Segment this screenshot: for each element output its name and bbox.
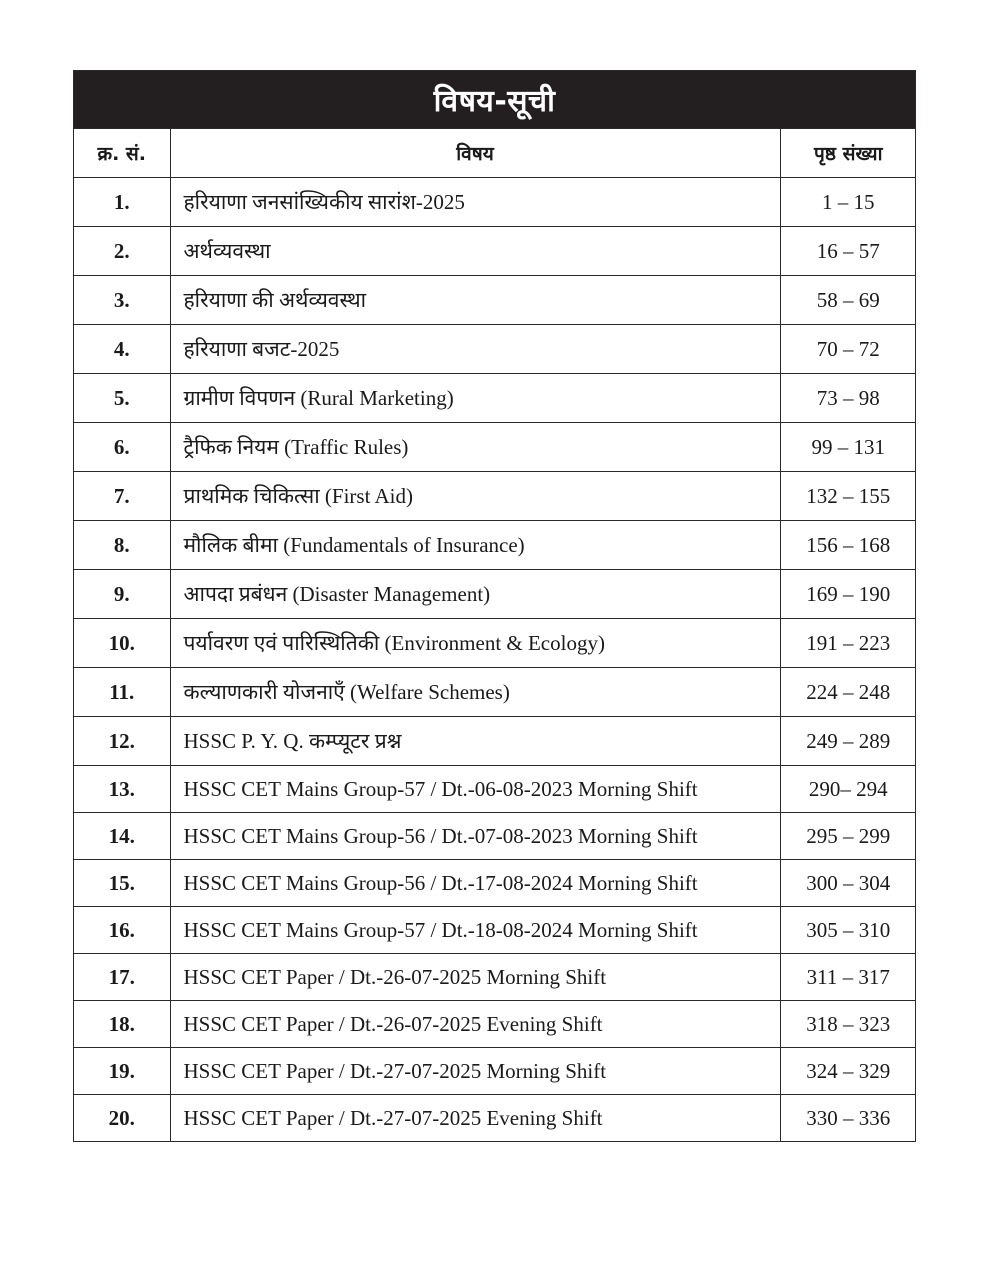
table-row bbox=[74, 178, 916, 227]
row-pages: 169 – 190 bbox=[780, 570, 916, 619]
table-row bbox=[74, 570, 916, 619]
row-topic: कल्याणकारी योजनाएँ (Welfare Schemes) bbox=[170, 668, 780, 717]
row-serial: 3. bbox=[74, 276, 170, 325]
table-row bbox=[74, 907, 916, 954]
row-pages: 330 – 336 bbox=[780, 1095, 916, 1142]
row-serial: 16. bbox=[74, 907, 170, 954]
row-topic: हरियाणा बजट-2025 bbox=[170, 325, 780, 374]
row-pages: 290– 294 bbox=[780, 766, 916, 813]
table-row bbox=[74, 813, 916, 860]
contents-table bbox=[74, 129, 916, 1141]
row-pages: 16 – 57 bbox=[780, 227, 916, 276]
row-topic: HSSC P. Y. Q. कम्प्यूटर प्रश्न bbox=[170, 717, 780, 766]
table-row bbox=[74, 619, 916, 668]
table-row bbox=[74, 1001, 916, 1048]
column-header-serial: क्र. सं. bbox=[74, 129, 170, 178]
row-serial: 20. bbox=[74, 1095, 170, 1142]
row-serial: 6. bbox=[74, 423, 170, 472]
row-pages: 191 – 223 bbox=[780, 619, 916, 668]
table-row bbox=[74, 423, 916, 472]
row-serial: 5. bbox=[74, 374, 170, 423]
row-serial: 1. bbox=[74, 178, 170, 227]
row-pages: 156 – 168 bbox=[780, 521, 916, 570]
row-topic: ट्रैफिक नियम (Traffic Rules) bbox=[170, 423, 780, 472]
row-topic: HSSC CET Mains Group-56 / Dt.-07-08-2023 Morning Shift bbox=[170, 813, 780, 860]
row-serial: 8. bbox=[74, 521, 170, 570]
row-serial: 17. bbox=[74, 954, 170, 1001]
table-row bbox=[74, 521, 916, 570]
row-serial: 19. bbox=[74, 1048, 170, 1095]
row-topic: HSSC CET Paper / Dt.-27-07-2025 Evening Shift bbox=[170, 1095, 780, 1142]
row-topic: हरियाणा की अर्थव्यवस्था bbox=[170, 276, 780, 325]
row-topic: मौलिक बीमा (Fundamentals of Insurance) bbox=[170, 521, 780, 570]
row-topic: HSSC CET Mains Group-56 / Dt.-17-08-2024 Morning Shift bbox=[170, 860, 780, 907]
row-pages: 305 – 310 bbox=[780, 907, 916, 954]
table-row bbox=[74, 954, 916, 1001]
row-serial: 11. bbox=[74, 668, 170, 717]
table-row bbox=[74, 860, 916, 907]
row-pages: 324 – 329 bbox=[780, 1048, 916, 1095]
row-serial: 2. bbox=[74, 227, 170, 276]
row-topic: HSSC CET Mains Group-57 / Dt.-06-08-2023 Morning Shift bbox=[170, 766, 780, 813]
row-pages: 300 – 304 bbox=[780, 860, 916, 907]
row-topic: ग्रामीण विपणन (Rural Marketing) bbox=[170, 374, 780, 423]
column-header-topic: विषय bbox=[170, 129, 780, 178]
row-topic: HSSC CET Paper / Dt.-27-07-2025 Morning Shift bbox=[170, 1048, 780, 1095]
row-topic: अर्थव्यवस्था bbox=[170, 227, 780, 276]
table-row bbox=[74, 766, 916, 813]
row-serial: 4. bbox=[74, 325, 170, 374]
row-serial: 12. bbox=[74, 717, 170, 766]
table-row bbox=[74, 227, 916, 276]
row-serial: 9. bbox=[74, 570, 170, 619]
row-topic: HSSC CET Paper / Dt.-26-07-2025 Evening Shift bbox=[170, 1001, 780, 1048]
table-row bbox=[74, 374, 916, 423]
table-row bbox=[74, 668, 916, 717]
row-serial: 15. bbox=[74, 860, 170, 907]
row-pages: 224 – 248 bbox=[780, 668, 916, 717]
header-row bbox=[74, 129, 916, 178]
row-pages: 295 – 299 bbox=[780, 813, 916, 860]
row-pages: 73 – 98 bbox=[780, 374, 916, 423]
row-serial: 14. bbox=[74, 813, 170, 860]
row-pages: 1 – 15 bbox=[780, 178, 916, 227]
table-row bbox=[74, 276, 916, 325]
row-pages: 58 – 69 bbox=[780, 276, 916, 325]
row-serial: 18. bbox=[74, 1001, 170, 1048]
table-row bbox=[74, 1048, 916, 1095]
row-serial: 10. bbox=[74, 619, 170, 668]
row-topic: हरियाणा जनसांख्यिकीय सारांश-2025 bbox=[170, 178, 780, 227]
row-topic: HSSC CET Paper / Dt.-26-07-2025 Morning Shift bbox=[170, 954, 780, 1001]
table-row bbox=[74, 472, 916, 521]
page-title: विषय-सूची bbox=[74, 71, 915, 129]
row-topic: आपदा प्रबंधन (Disaster Management) bbox=[170, 570, 780, 619]
table-row bbox=[74, 1095, 916, 1142]
table-row bbox=[74, 717, 916, 766]
row-pages: 132 – 155 bbox=[780, 472, 916, 521]
column-header-pages: पृष्ठ संख्या bbox=[780, 129, 916, 178]
row-pages: 318 – 323 bbox=[780, 1001, 916, 1048]
row-serial: 7. bbox=[74, 472, 170, 521]
row-serial: 13. bbox=[74, 766, 170, 813]
row-topic: HSSC CET Mains Group-57 / Dt.-18-08-2024 Morning Shift bbox=[170, 907, 780, 954]
row-pages: 70 – 72 bbox=[780, 325, 916, 374]
row-pages: 311 – 317 bbox=[780, 954, 916, 1001]
row-pages: 99 – 131 bbox=[780, 423, 916, 472]
table-of-contents bbox=[73, 70, 916, 1142]
row-pages: 249 – 289 bbox=[780, 717, 916, 766]
table-row bbox=[74, 325, 916, 374]
row-topic: प्राथमिक चिकित्सा (First Aid) bbox=[170, 472, 780, 521]
row-topic: पर्यावरण एवं पारिस्थितिकी (Environment & Ecology) bbox=[170, 619, 780, 668]
